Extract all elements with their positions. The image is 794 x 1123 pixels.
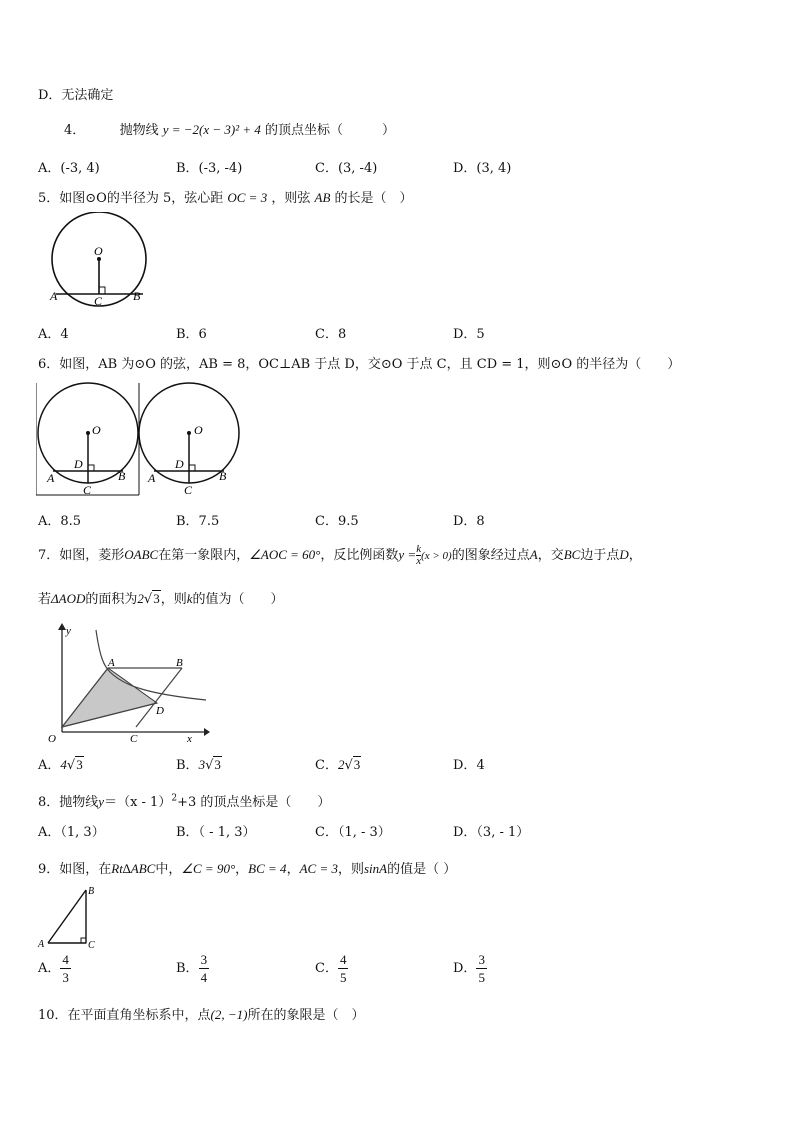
question-9-stem [38,858,456,877]
q8-var-y: y [98,794,105,809]
q6-right-center-dot [187,431,191,435]
q4-formula: y = −2(x − 3)² + 4 [162,122,261,137]
q6-left-label-c: C [83,483,92,497]
question-7-stem-line1 [38,540,642,571]
q7-option-c[interactable]: C．2√3 [315,757,361,773]
q5-stem-suffix: 的长是（ ） [334,191,413,206]
question-10-stem [38,1004,365,1023]
q6-left-label-a: A [47,471,55,485]
q5-label-b: B [133,289,141,303]
q9-stem-d: ，则 [337,862,364,877]
q3-option-d: D．无法确定 [38,88,114,103]
q7-var-a: A [529,547,538,562]
q7-label-x: x [187,733,192,744]
q9-angle: ∠C = 90° [181,861,236,876]
q6-circles-figure [36,380,242,498]
q9-triangle: Rt∆ABC [111,861,156,876]
q6-option-a[interactable]: A．8.5 [38,514,82,529]
q7-option-d[interactable]: D．4 [453,758,485,773]
q9-option-a[interactable]: A． $\frac{4}{3}$ [38,952,69,985]
q9-stem-prefix: 9．如图，在 [38,862,112,877]
q7-var-k: k [186,591,193,606]
q6-option-c[interactable]: C．9.5 [315,514,359,529]
q9-bc: BC = 4 [248,861,287,876]
q7-var-d: D [619,547,629,562]
q10-stem-prefix: 10．在平面直角坐标系中，点 [38,1008,211,1023]
q9-triangle-figure [36,884,100,950]
q7-option-a[interactable]: A．4√3 [38,757,83,773]
q7-stem-a: 在第一象限内， [158,548,250,563]
q4-option-b[interactable]: B．(-3, -4) [176,161,243,176]
q5-circle-figure [44,212,156,308]
q5-option-c[interactable]: C．8 [315,327,347,342]
q9-option-b[interactable]: B． $\frac{3}{4}$ [176,952,208,985]
question-5-stem [38,187,413,206]
q7-var-oabc: OABC [124,547,159,562]
q8-stem-formula: ＝（x - 1） [104,795,172,810]
q5-label-a: A [50,289,58,303]
q4-number: 4． [64,123,86,138]
q9-label-a: A [38,939,45,950]
q9-stem-c: ， [286,862,300,877]
q7-area-coef: 2 [137,591,144,606]
q7-area-rad: 3 [153,591,160,606]
q7-label-d: D [156,705,164,717]
q5-right-angle-mark [99,287,105,294]
q6-right-label-b: B [219,469,227,483]
q8-stem-suffix: +3 的顶点坐标是（ ） [177,795,331,810]
q7-graph-figure [38,620,210,744]
q6-left-label-b: B [118,469,126,483]
q9-stem-b: ， [235,862,249,877]
q6-left-label-d: D [74,457,83,471]
q5-stem-prefix: 5．如图⊙O的半径为 5，弦心距 [38,191,224,206]
q8-exponent: 2 [171,793,178,804]
q5-var-ab: AB [314,190,331,205]
q8-option-c[interactable]: C．（1, - 3） [315,825,391,840]
q7-func-num: k [416,543,422,555]
q7-func-den: x [416,555,422,567]
q9-option-c-fraction: $\frac{4}{5}$ [339,952,347,985]
q7-label-c: C [130,733,138,744]
q5-label-o: O [94,244,103,258]
q9-option-a-fraction: $\frac{4}{3}$ [62,952,69,985]
q7-line2-suffix: 的值为（ ） [192,592,284,607]
question-6-stem: 6．如图，AB 为⊙O 的弦，AB = 8，OC⊥AB 于点 D，交⊙O 于点 C，且 CD = 1，则⊙O 的半径为（ ） [38,357,681,372]
q7-label-b: B [176,657,183,669]
q7-stem-prefix: 7．如图，菱形 [38,548,125,563]
q7-var-bc: BC [563,547,581,562]
q4-option-c[interactable]: C．(3, -4) [315,161,378,176]
q9-option-d[interactable]: D． $\frac{3}{5}$ [453,952,485,985]
q9-option-c[interactable]: C． $\frac{4}{5}$ [315,952,347,985]
q5-stem-mid: ，则弦 [271,191,311,206]
q9-label-b: B [88,886,95,897]
q7-label-y: y [66,625,71,637]
q8-stem-prefix: 8．抛物线 [38,795,99,810]
q7-func-cond: (x > 0) [421,550,452,562]
q7-line2-mid2: ，则 [160,592,187,607]
q6-left-label-o: O [92,423,101,437]
q10-point: (2, −1) [210,1007,248,1022]
q7-line2-prefix: 若 [38,592,52,607]
q9-option-d-fraction: $\frac{3}{5}$ [478,952,485,985]
q7-func-y: y = [398,547,417,562]
q9-side-ab [48,890,86,943]
q4-option-d[interactable]: D．(3, 4) [453,161,512,176]
question-8-stem [38,791,330,810]
q9-label-c: C [88,940,95,950]
q5-option-a[interactable]: A．4 [38,327,69,342]
q4-stem-suffix: 的顶点坐标（ ） [265,123,396,138]
question-7-stem-line2: 若ΔAOD的面积为2√3，则k的值为（ ） [38,591,284,607]
q6-option-b[interactable]: B．7.5 [176,514,220,529]
q5-formula: OC = 3 [227,190,268,205]
q6-left-right-angle [88,465,94,471]
q7-stem-d: ，交 [537,548,564,563]
q8-option-a[interactable]: A．（1, 3） [38,825,105,840]
q8-option-b[interactable]: B．（ - 1, 3） [176,825,256,840]
q7-line2-mid: 的面积为 [85,592,138,607]
q7-stem-f: ， [628,548,642,563]
q7-label-a: A [108,657,115,669]
q5-option-b[interactable]: B．6 [176,327,207,342]
q7-stem-e: 边于点 [580,548,620,563]
q7-angle: ∠AOC = 60° [249,547,321,562]
q6-right-label-d: D [175,457,184,471]
q7-triangle: ΔAOD [51,591,86,606]
question-4-stem [64,119,395,138]
q9-ac: AC = 3 [299,861,338,876]
q7-stem-c: 的图象经过点 [451,548,530,563]
q7-stem-b: ，反比例函数 [320,548,399,563]
q4-stem-prefix: 抛物线 [119,123,159,138]
q5-label-c: C [94,294,103,308]
q7-label-o: O [48,733,56,744]
q4-option-a[interactable]: A．(-3, 4) [38,161,100,176]
q6-right-right-angle [189,465,195,471]
q6-right-label-c: C [184,483,193,497]
q9-option-b-fraction: $\frac{3}{4}$ [200,952,208,985]
q7-option-b[interactable]: B．3√3 [176,757,221,773]
q5-option-d[interactable]: D．5 [453,327,485,342]
q6-right-label-o: O [194,423,203,437]
q10-stem-suffix: 所在的象限是（ ） [247,1008,365,1023]
q9-sin: sinA [363,861,388,876]
q9-stem-a: 中， [155,862,182,877]
q6-option-d[interactable]: D．8 [453,514,485,529]
q9-stem-e: 的值是（ ） [387,862,457,877]
q6-left-center-dot [86,431,90,435]
q8-option-d[interactable]: D．（3, - 1） [453,825,530,840]
q6-right-label-a: A [148,471,156,485]
q9-right-angle [81,938,86,943]
